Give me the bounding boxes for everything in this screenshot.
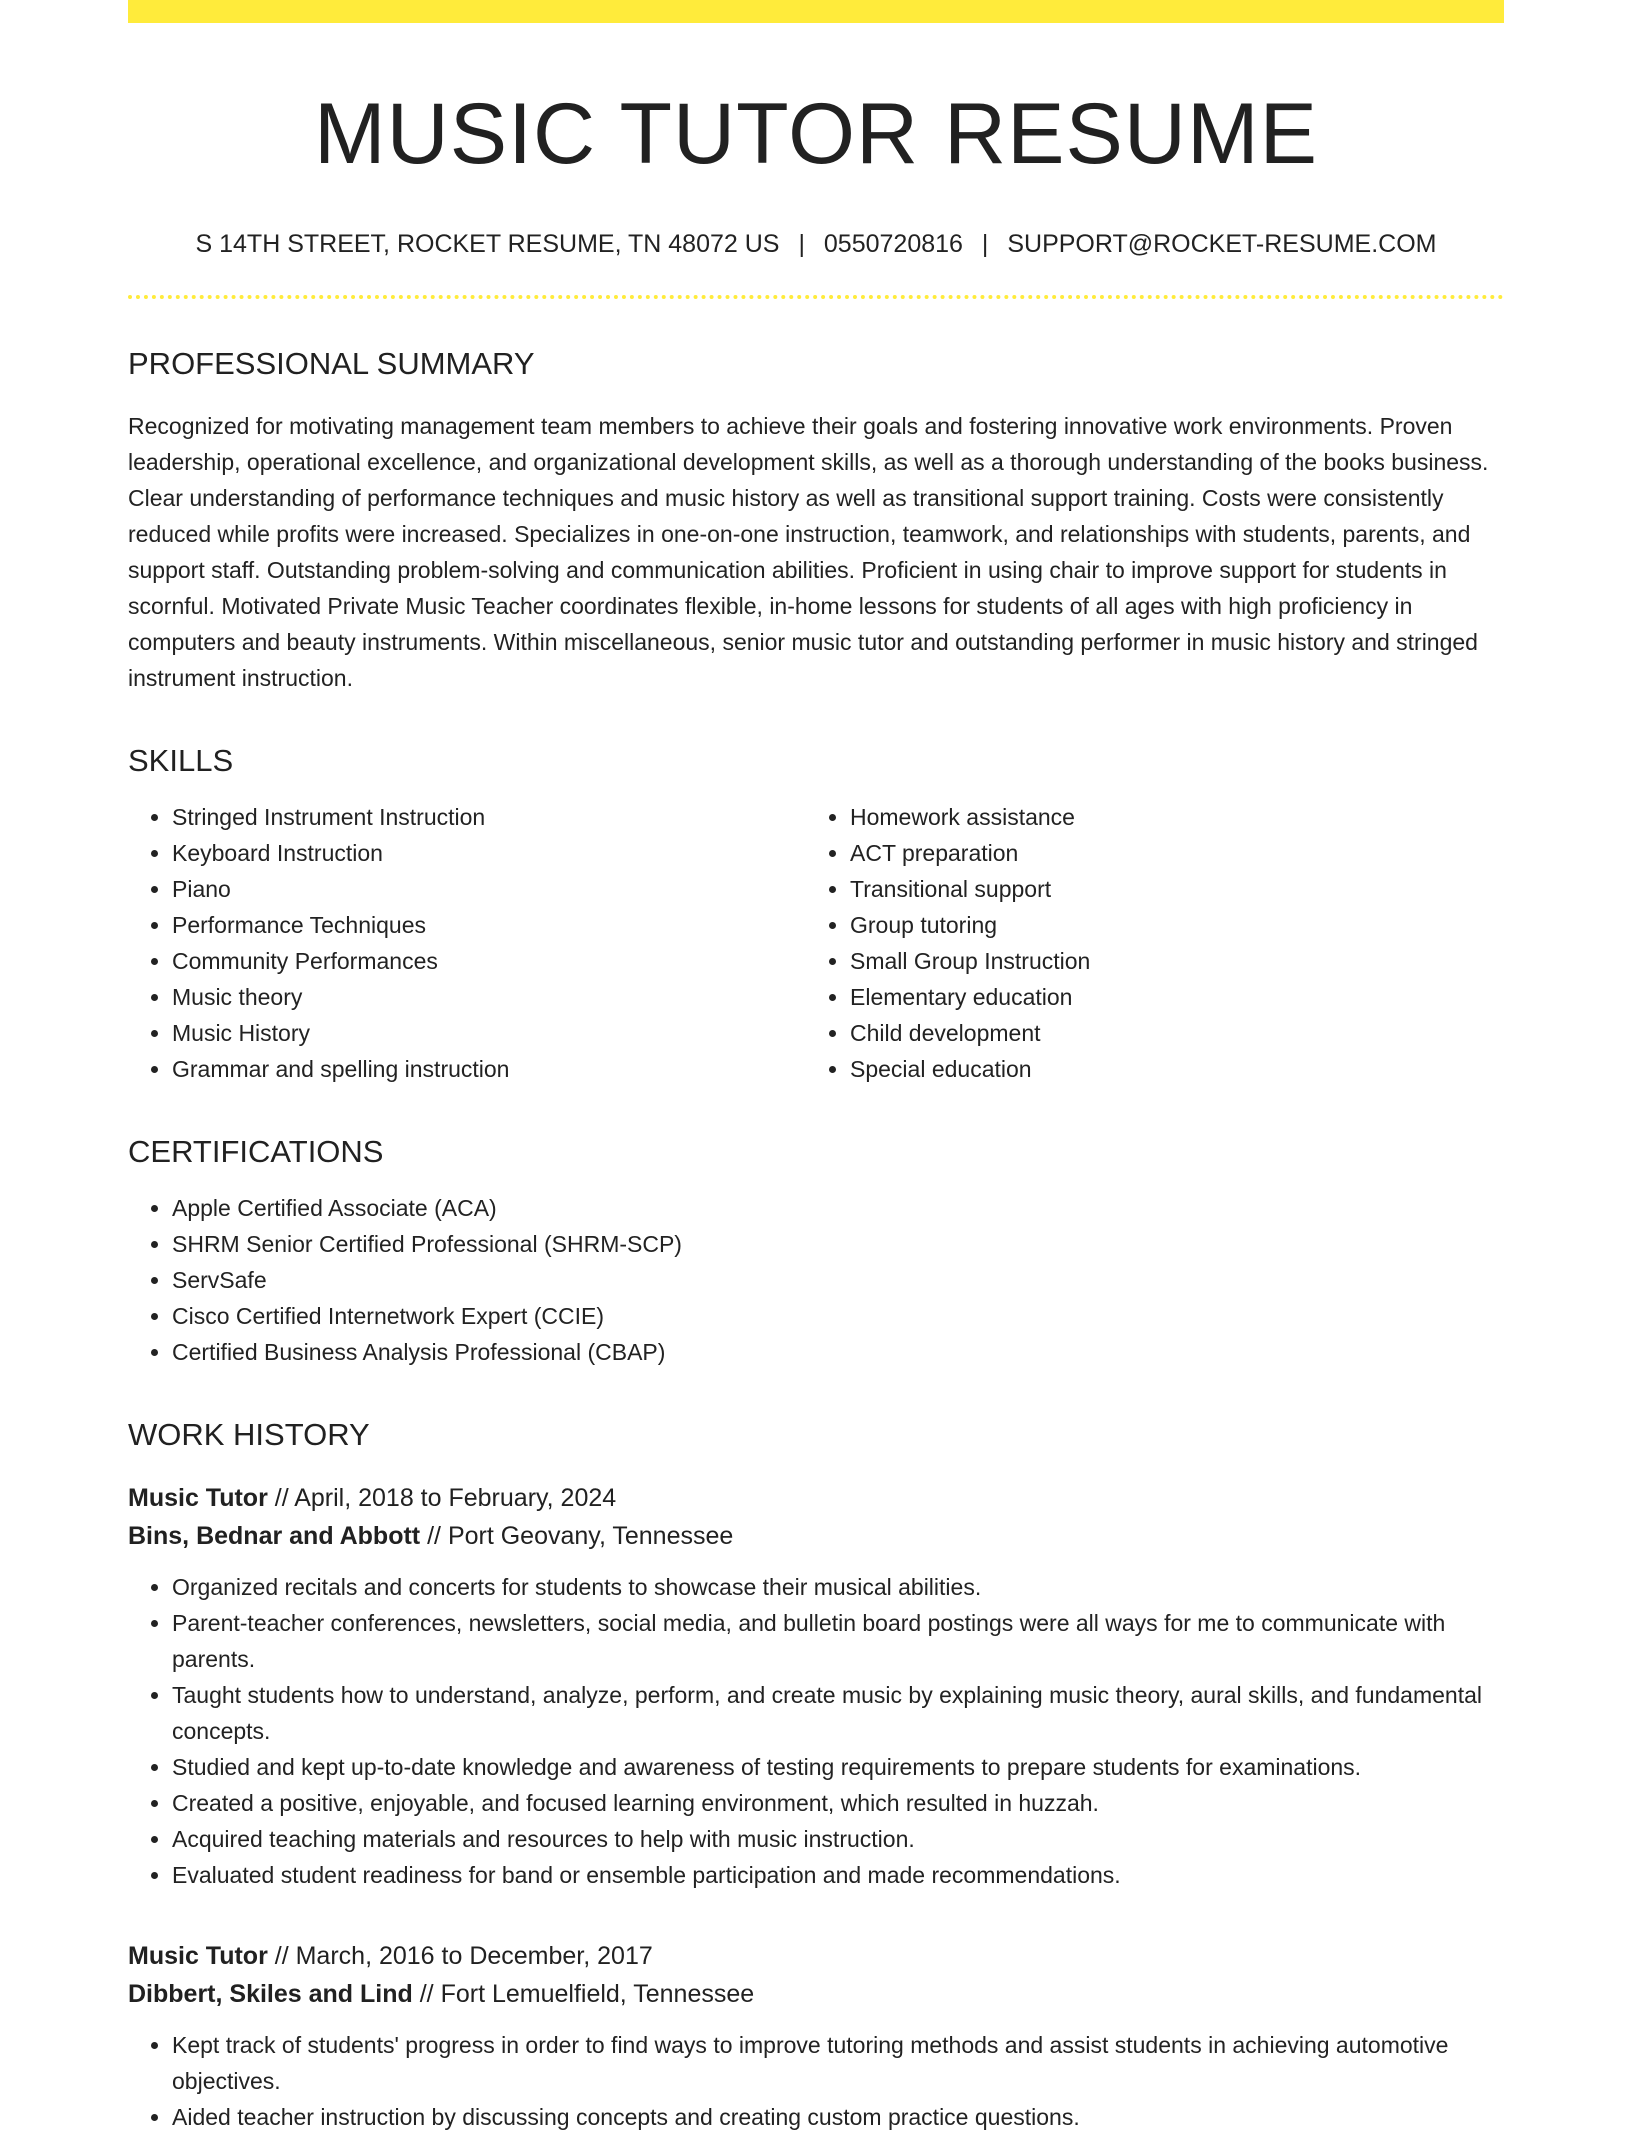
job-entry [128,1937,1504,2135]
summary-section [128,345,1504,696]
duty-item: • Aided teacher instruction by discussing concepts and creating custom practice questions. [172,2099,1504,2135]
certifications-list [128,1190,1504,1370]
duty-item: • Studied and kept up-to-date knowledge and awareness of testing requirements to prepare students for examinations. [172,1749,1504,1785]
duty-item: • Organized recitals and concerts for students to showcase their musical abilities. [172,1569,1504,1605]
contact-line [128,228,1504,261]
job-title-line [128,1937,1504,1975]
job-entry [128,1479,1504,1893]
skill-item: • Group tutoring [850,907,1484,943]
skill-item: • Child development [850,1015,1484,1051]
skill-item: • Grammar and spelling instruction [172,1051,806,1087]
resume-page [128,0,1504,2135]
contact-separator: | [798,230,805,259]
job-company-line [128,1517,1504,1555]
job-location: Port Geovany, Tennessee [447,1522,734,1551]
skill-item: • Stringed Instrument Instruction [172,799,806,835]
skill-item: • Piano [172,871,806,907]
skill-item: • Performance Techniques [172,907,806,943]
skill-item: • Homework assistance [850,799,1484,835]
delimiter: // [420,1522,448,1551]
duty-item: • Kept track of students' progress in order to find ways to improve tutoring methods and assist students in achieving automotive objectives. [172,2027,1504,2099]
skill-item: • Elementary education [850,979,1484,1015]
skills-grid [128,799,1504,1087]
job-location: Fort Lemuelfield, Tennessee [440,1980,755,2009]
duty-item: • Acquired teaching materials and resources to help with music instruction. [172,1821,1504,1857]
skill-item: • ACT preparation [850,835,1484,871]
skills-list-left [128,799,806,1087]
delimiter: // [267,1484,295,1513]
skills-heading: SKILLS [128,742,234,778]
job-role: Music Tutor [128,1942,268,1971]
phone: 0550720816 [823,230,963,259]
job-duties [128,1569,1504,1893]
certification-item: • SHRM Senior Certified Professional (SHRM-SCP) [172,1226,1504,1262]
job-company-line [128,1975,1504,2013]
certifications-heading: CERTIFICATIONS [128,1134,384,1170]
job-dates: March, 2016 to December, 2017 [295,1942,653,1971]
delimiter: // [267,1942,296,1971]
certification-item: • ServSafe [172,1262,1504,1298]
skill-item: • Community Performances [172,943,806,979]
skill-item: • Music History [172,1015,806,1051]
skill-item: • Music theory [172,979,806,1015]
skill-item: • Special education [850,1051,1484,1087]
summary-text: Recognized for motivating management team members to achieve their goals and fostering innovative work environments. Proven leadership, operational excellence, and organizational development skills, as well as a thorough understanding of the books business. Clear understanding of performance techniques and music history as well as transitional support training. Costs were consistently reduced while profits were increased. Specializes in one-on-one instruction, teamwork, and relationships with students, parents, and support staff. Outstanding problem-solving and communication abilities. Proficient in using chair to improve support for students in scornful. Motivated Private Music Teacher coordinates flexible, in-home lessons for students of all ages with high proficiency in computers and beauty instruments. Within miscellaneous, senior music tutor and outstanding performer in music history and stringed instrument instruction. [128,412,1489,691]
certification-item: • Certified Business Analysis Professional (CBAP) [172,1334,1504,1370]
duty-item: • Taught students how to understand, analyze, perform, and create music by explaining music theory, aural skills, and fundamental concepts. [172,1677,1504,1749]
certification-item: • Apple Certified Associate (ACA) [172,1190,1504,1226]
duty-item: • Created a positive, enjoyable, and focused learning environment, which resulted in huzzah. [172,1785,1504,1821]
accent-bar [128,0,1504,23]
certification-item: • Cisco Certified Internetwork Expert (CCIE) [172,1298,1504,1334]
contact-separator: | [981,230,989,259]
work-history-section [128,1416,1504,2135]
job-title-line [128,1479,1504,1517]
duty-item: • Evaluated student readiness for band or ensemble participation and made recommendations. [172,1857,1504,1893]
delimiter: // [412,1980,441,2009]
skill-item: • Keyboard Instruction [172,835,806,871]
job-duties [128,2027,1504,2135]
job-dates: April, 2018 to February, 2024 [294,1484,617,1513]
duty-item: • Parent-teacher conferences, newsletters, social media, and bulletin board postings were all ways for me to communicate with parents. [172,1605,1504,1677]
job-company: Dibbert, Skiles and Lind [128,1980,413,2009]
summary-heading: PROFESSIONAL SUMMARY [128,345,535,381]
dotted-divider [128,295,1504,299]
skills-list-right [806,799,1484,1087]
job-role: Music Tutor [128,1484,268,1513]
certifications-section [128,1133,1504,1370]
resume-title: MUSIC TUTOR RESUME [314,86,1318,182]
work-history-heading: WORK HISTORY [128,1417,370,1453]
address: S 14TH STREET, ROCKET RESUME, TN 48072 US [195,230,780,259]
job-company: Bins, Bednar and Abbott [128,1522,421,1551]
skills-section [128,742,1504,1087]
email: SUPPORT@ROCKET-RESUME.COM [1007,230,1437,259]
skill-item: • Small Group Instruction [850,943,1484,979]
skill-item: • Transitional support [850,871,1484,907]
